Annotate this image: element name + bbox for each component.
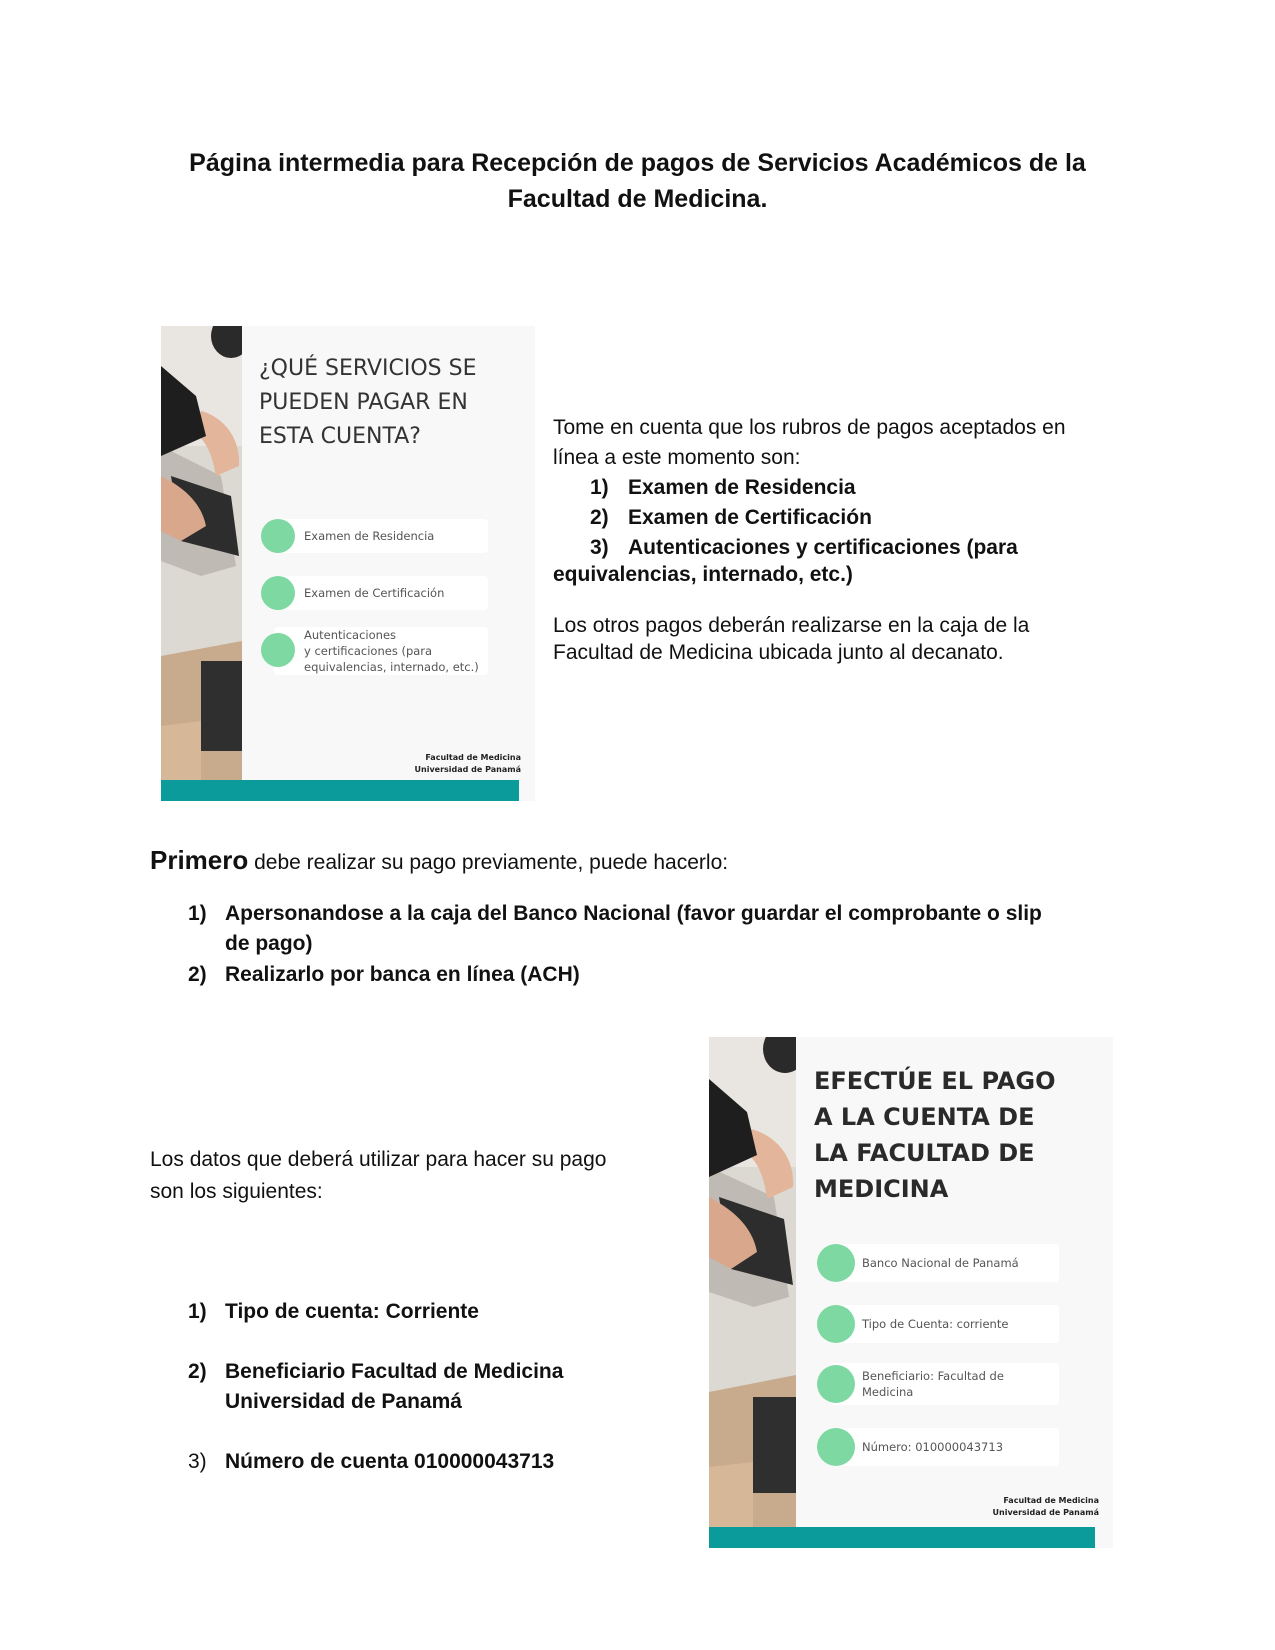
account-item-label: Banco Nacional de Panamá bbox=[862, 1256, 1019, 1270]
first-step-text: debe realizar su pago previamente, puede hacerlo: bbox=[248, 851, 729, 874]
accepted-intro bbox=[553, 413, 1153, 473]
flyer-heading-line: LA FACULTAD DE bbox=[814, 1139, 1035, 1167]
service-item-label: Examen de Residencia bbox=[304, 529, 435, 543]
service-item bbox=[274, 627, 488, 675]
account-item-label: Número: 010000043713 bbox=[862, 1440, 1004, 1454]
payment-method-text: Realizarlo por banca en línea (ACH) bbox=[225, 963, 580, 986]
list-number: 2) bbox=[188, 963, 207, 986]
service-item-label: Autenticaciones y certificaciones (para equivalencias, internado, etc.) bbox=[304, 628, 479, 674]
page-title-line-2: Facultad de Medicina. bbox=[507, 185, 768, 213]
accepted-item-text: Examen de Certificación bbox=[628, 506, 872, 529]
account-item-label: Tipo de Cuenta: corriente bbox=[862, 1317, 1009, 1331]
payment-data-intro-line: Los datos que deberá utilizar para hacer su pago bbox=[150, 1148, 607, 1171]
bullet-dot-icon bbox=[261, 519, 295, 553]
account-item-label: Beneficiario: Facultad de Medicina bbox=[862, 1369, 1004, 1399]
flyer-footer-line: Facultad de Medicina bbox=[425, 753, 521, 762]
list-number: 1) bbox=[590, 476, 609, 499]
flyer-heading bbox=[814, 1063, 1104, 1207]
flyer-heading-line: PUEDEN PAGAR EN bbox=[259, 390, 468, 415]
account-detail-item bbox=[188, 1447, 688, 1477]
payment-data-intro bbox=[150, 1144, 670, 1208]
account-item bbox=[831, 1244, 1059, 1282]
service-item bbox=[274, 576, 488, 610]
flyer-heading-line: EFECTÚE EL PAGO bbox=[814, 1067, 1056, 1095]
payment-method-item bbox=[188, 899, 1148, 959]
beneficiary: Universidad de Panamá bbox=[225, 1390, 462, 1413]
accepted-item-text: Autenticaciones y certificaciones (para bbox=[628, 536, 1018, 559]
flyer-content bbox=[796, 1037, 1113, 1548]
first-step-heading bbox=[150, 843, 728, 880]
list-number: 1) bbox=[188, 1300, 207, 1323]
account-detail-item bbox=[188, 1357, 688, 1417]
laptop-photo bbox=[161, 326, 242, 801]
payment-method-text: de pago) bbox=[225, 932, 313, 955]
list-number: 3) bbox=[188, 1450, 207, 1473]
accepted-intro-line: línea a este momento son: bbox=[553, 446, 801, 469]
list-number: 1) bbox=[188, 902, 207, 925]
flyer-heading-line: ¿QUÉ SERVICIOS SE bbox=[259, 356, 477, 381]
bullet-dot-icon bbox=[817, 1428, 855, 1466]
accepted-item bbox=[590, 473, 856, 503]
service-item bbox=[274, 519, 488, 553]
laptop-photo bbox=[709, 1037, 796, 1548]
account-item bbox=[831, 1363, 1059, 1405]
accepted-item-continuation: equivalencias, internado, etc.) bbox=[553, 563, 853, 586]
accepted-item bbox=[590, 503, 872, 533]
flyer-heading bbox=[259, 352, 519, 454]
payment-flyer bbox=[709, 1037, 1113, 1548]
list-number: 2) bbox=[188, 1360, 207, 1383]
page-title-line-1: Página intermedia para Recepción de pagos de Servicios Académicos de la bbox=[189, 149, 1086, 177]
flyer-footer bbox=[993, 1495, 1099, 1519]
bullet-dot-icon bbox=[261, 633, 295, 667]
flyer-heading-line: MEDICINA bbox=[814, 1175, 949, 1203]
other-payments-line: Facultad de Medicina ubicada junto al decanato. bbox=[553, 641, 1004, 664]
bullet-dot-icon bbox=[817, 1244, 855, 1282]
beneficiary: Beneficiario Facultad de Medicina bbox=[225, 1360, 564, 1383]
first-step-strong: Primero bbox=[150, 845, 249, 875]
flyer-content bbox=[242, 326, 535, 801]
other-payments-note bbox=[553, 612, 1153, 666]
accepted-intro-line: Tome en cuenta que los rubros de pagos aceptados en bbox=[553, 416, 1066, 439]
flyer-footer-line: Facultad de Medicina bbox=[1003, 1496, 1099, 1505]
flyer-heading-line: ESTA CUENTA? bbox=[259, 424, 421, 449]
bullet-dot-icon bbox=[261, 576, 295, 610]
account-item bbox=[831, 1305, 1059, 1343]
payment-method-item bbox=[188, 960, 1148, 990]
other-payments-line: Los otros pagos deberán realizarse en la caja de la bbox=[553, 614, 1030, 637]
flyer-accent-bar bbox=[161, 780, 519, 801]
accepted-item bbox=[590, 533, 1018, 563]
flyer-footer-line: Universidad de Panamá bbox=[992, 1508, 1099, 1517]
account-item bbox=[831, 1428, 1059, 1466]
bullet-dot-icon bbox=[817, 1365, 855, 1403]
payment-method-text: Apersonandose a la caja del Banco Nacional (favor guardar el comprobante o slip bbox=[225, 902, 1042, 925]
account-detail-item bbox=[188, 1297, 688, 1327]
account-number: Número de cuenta 010000043713 bbox=[225, 1450, 555, 1473]
accepted-item-text: Examen de Residencia bbox=[628, 476, 856, 499]
bullet-dot-icon bbox=[817, 1305, 855, 1343]
list-number: 2) bbox=[590, 506, 609, 529]
account-type: Tipo de cuenta: Corriente bbox=[225, 1300, 479, 1323]
flyer-heading-line: A LA CUENTA DE bbox=[814, 1103, 1035, 1131]
flyer-footer bbox=[415, 752, 521, 776]
list-number: 3) bbox=[590, 536, 609, 559]
page-title bbox=[140, 145, 1135, 217]
services-flyer bbox=[161, 326, 535, 801]
flyer-footer-line: Universidad de Panamá bbox=[414, 765, 521, 774]
flyer-accent-bar bbox=[709, 1527, 1095, 1548]
payment-data-intro-line: son los siguientes: bbox=[150, 1180, 323, 1203]
service-item-label: Examen de Certificación bbox=[304, 586, 445, 600]
